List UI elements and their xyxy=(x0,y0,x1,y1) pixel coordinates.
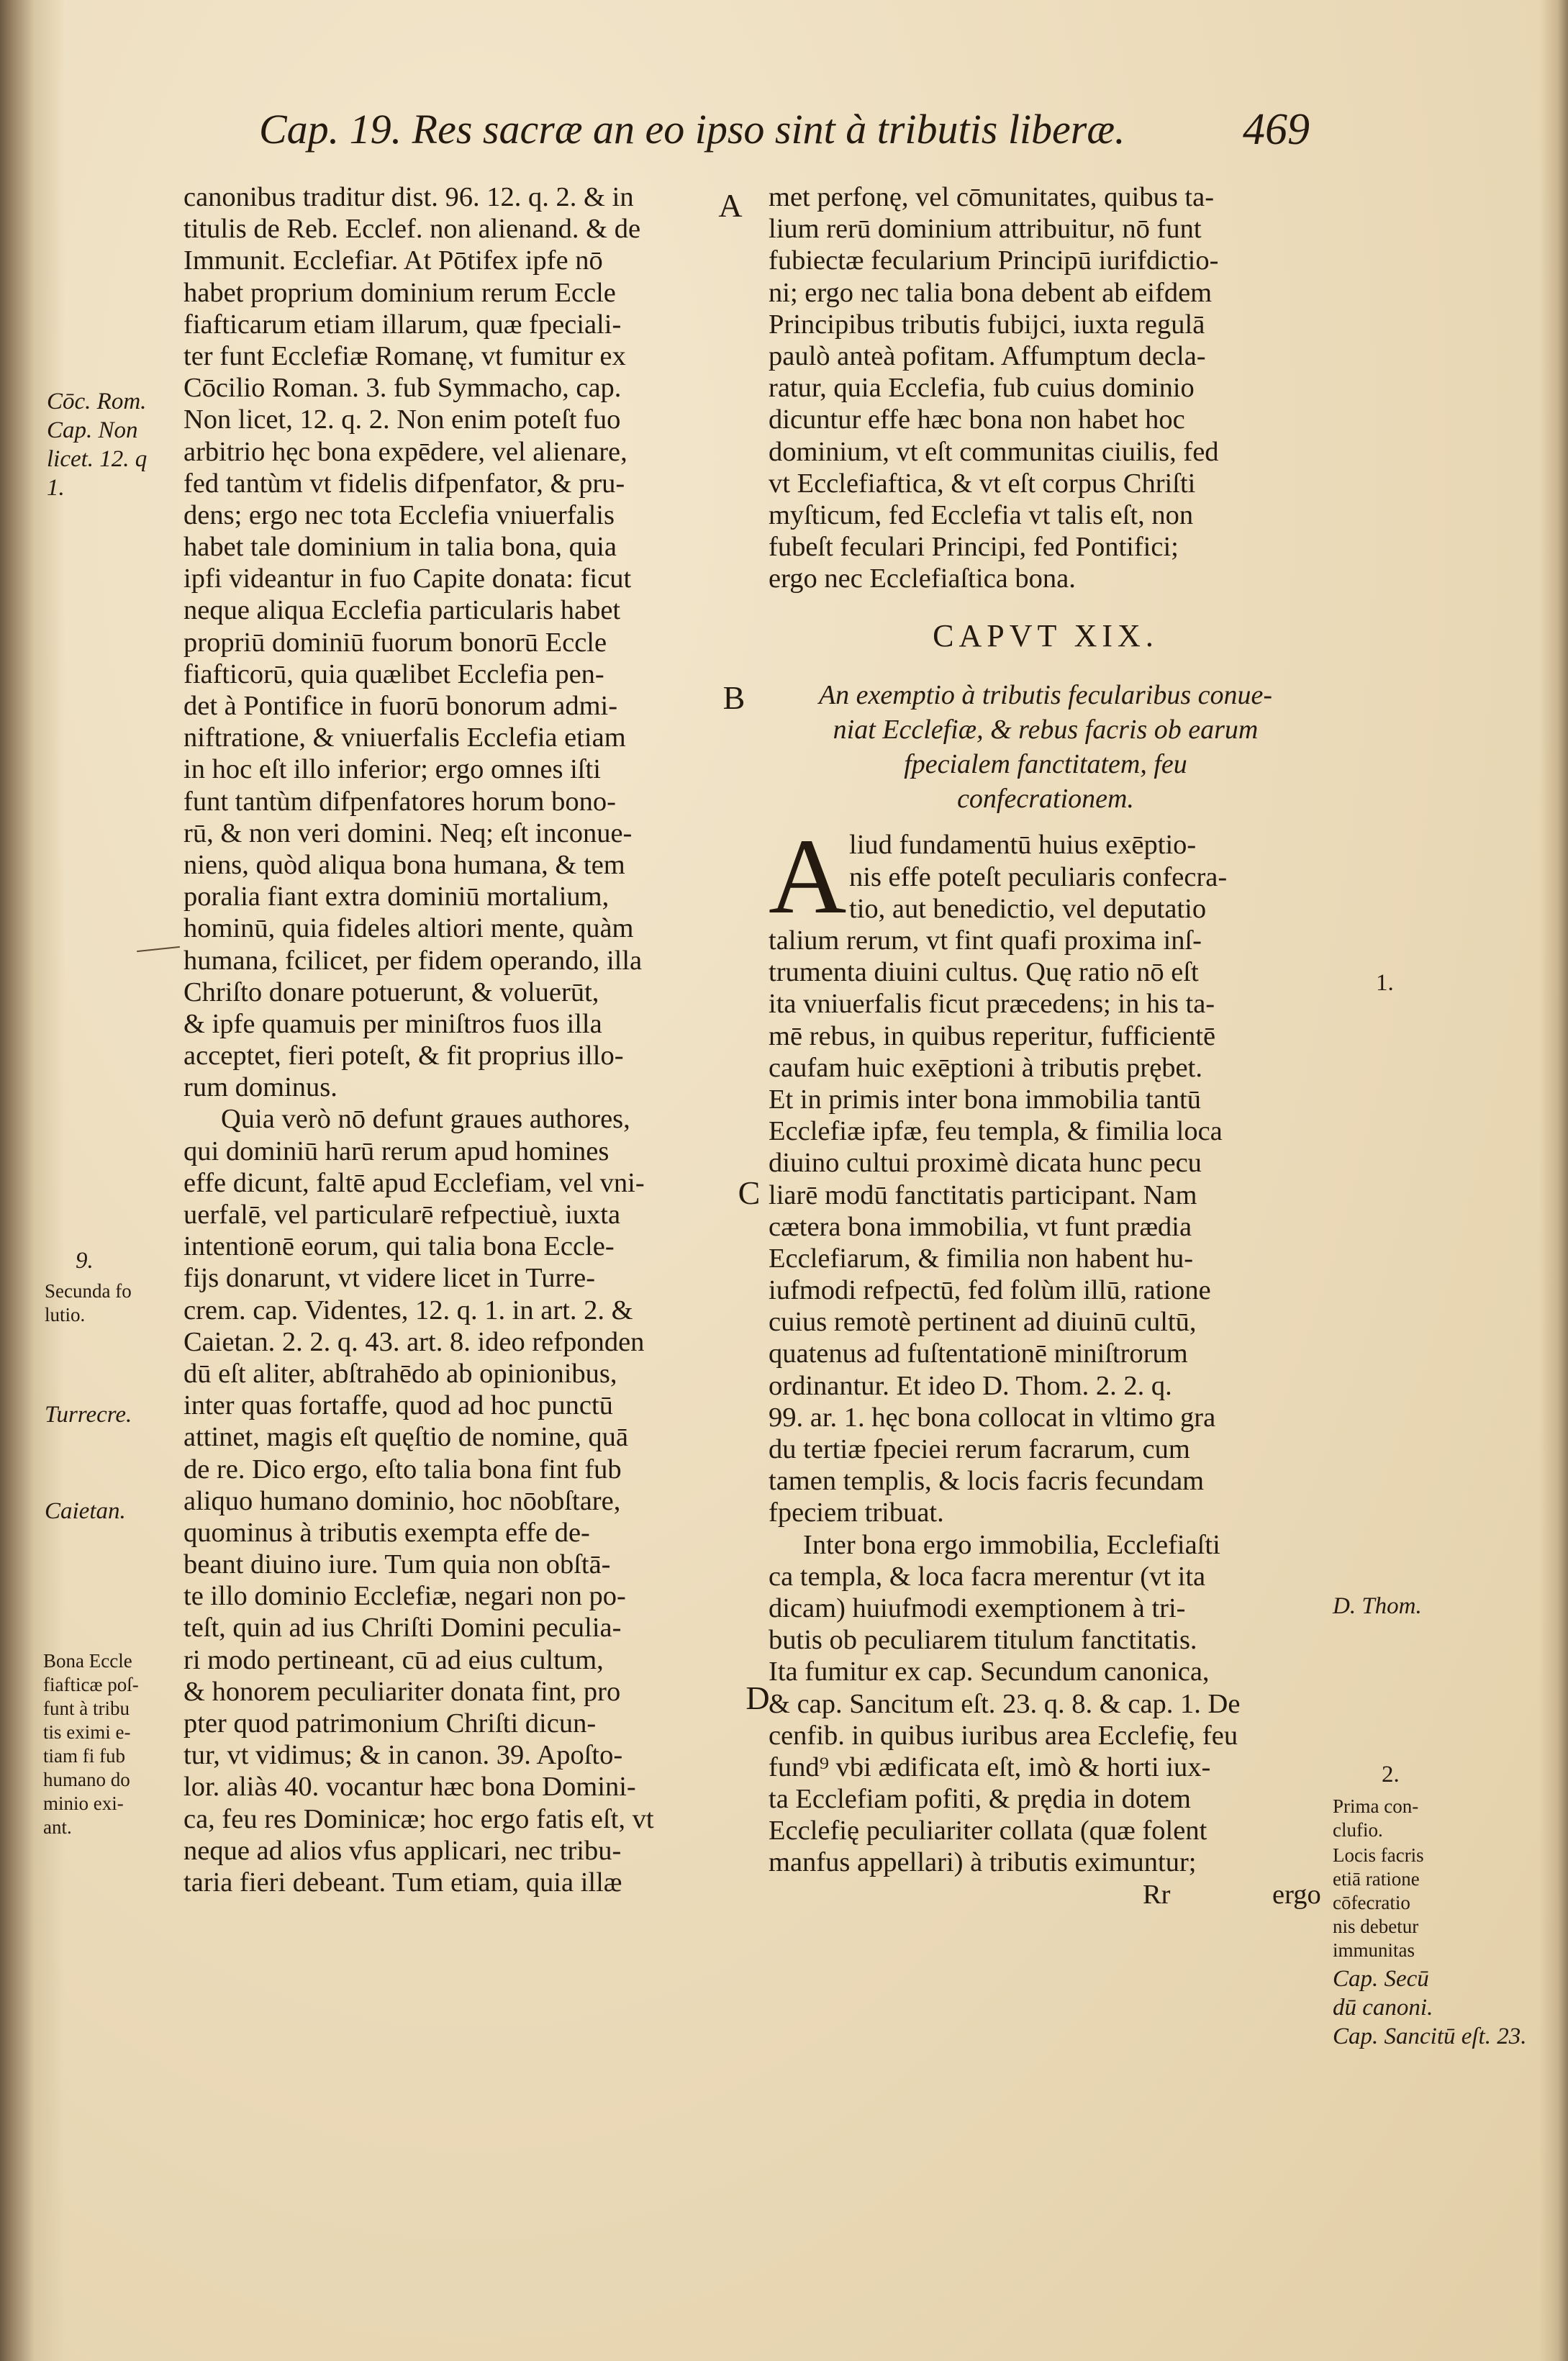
text-line: de re. Dico ergo, eſto talia bona fint fub xyxy=(183,1454,622,1485)
margin-note-number-9 xyxy=(76,1246,94,1275)
text-line: beant diuino iure. Tum quia non obſtā- xyxy=(183,1549,611,1580)
page-number: 469 xyxy=(1243,105,1310,154)
margin-note-line: fiafticæ poſ- xyxy=(43,1674,139,1695)
margin-note-line: D. Thom. xyxy=(1333,1593,1422,1619)
margin-note-concilium xyxy=(47,387,147,502)
text-line: Caietan. 2. 2. q. 43. art. 8. ideo refponden xyxy=(183,1326,645,1357)
text-line: ca, feu res Dominicæ; hoc ergo fatis eſt, vt xyxy=(183,1803,654,1834)
text-line: poralia fiant extra dominiū mortalium, xyxy=(183,882,609,912)
text-line: met perfonę, vel cōmunitates, quibus ta- xyxy=(769,182,1215,212)
chapter-subtitle-line: confecrationem. xyxy=(957,784,1134,815)
margin-note-number-1 xyxy=(1376,969,1394,997)
text-line: effe dicunt, faltē apud Ecclefiam, vel vni- xyxy=(183,1167,645,1198)
spacer xyxy=(769,816,1323,829)
text-line: rū, & non veri domini. Neq; eſt inconue- xyxy=(183,817,633,848)
text-line: trumenta diuini cultus. Quę ratio nō eſt xyxy=(769,957,1199,988)
text-line: dicam) huiufmodi exemptionem à tri- xyxy=(769,1592,1186,1623)
margin-note-line: nis debetur xyxy=(1333,1916,1419,1937)
text-line: Ita fumitur ex cap. Secundum canonica, xyxy=(769,1657,1210,1687)
text-line: te illo dominio Ecclefiæ, negari non po- xyxy=(183,1581,626,1612)
margin-note-bona-ecclesiastica xyxy=(43,1649,139,1839)
signature-line xyxy=(769,1879,1323,1911)
text-line: ter funt Ecclefiæ Romanę, vt fumitur ex xyxy=(183,340,626,371)
margin-note-line: lutio. xyxy=(45,1304,86,1325)
margin-note-line: 2. xyxy=(1382,1762,1400,1787)
chapter-subtitle-line: An exemptio à tributis fecularibus conue- xyxy=(818,680,1273,711)
margin-note-line: 1. xyxy=(1376,970,1394,996)
margin-note-line: Prima con- xyxy=(1333,1795,1419,1817)
text-line: taria fieri debeant. Tum etiam, quia illæ xyxy=(183,1867,622,1898)
text-line: dominium, vt eſt communitas ciuilis, fed xyxy=(769,436,1219,467)
text-line: Ecclefiæ ipfæ, feu templa, & fimilia loca xyxy=(769,1116,1223,1147)
text-line: liud fundamentū huius exēptio- xyxy=(849,830,1197,861)
margin-note-turrecremata xyxy=(45,1400,132,1429)
text-line: cuius remotè pertinent ad diuinū cultū, xyxy=(769,1307,1197,1338)
margin-note-prima-conclusio xyxy=(1333,1795,1418,1842)
text-line: attinet, magis eſt quęſtio de nomine, quā xyxy=(183,1422,628,1453)
text-line: teſt, quin ad ius Chriſti Domini peculia- xyxy=(183,1613,622,1644)
text-line: vt Ecclefiaftica, & vt eſt corpus Chriſti xyxy=(769,468,1196,499)
margin-note-line: 1. xyxy=(47,475,65,501)
text-line: Ecclefię peculiariter collata (quæ folent xyxy=(769,1816,1207,1846)
margin-note-cap-secundum xyxy=(1333,1965,1433,2022)
text-line: ordinantur. Et ideo D. Thom. 2. 2. q. xyxy=(769,1370,1172,1401)
text-line: hominū, quia fideles altiori mente, quàm xyxy=(183,913,634,944)
margin-note-line: Bona Eccle xyxy=(43,1650,132,1672)
text-line: intentionē eorum, qui talia bona Eccle- xyxy=(183,1231,615,1262)
text-line: Cōcilio Roman. 3. fub Symmacho, cap. xyxy=(183,373,622,404)
text-line: fubeſt feculari Principi, fed Pontifici; xyxy=(769,532,1179,563)
margin-note-line: humano do xyxy=(43,1769,130,1790)
text-line: canonibus traditur dist. 96. 12. q. 2. & in xyxy=(183,182,634,212)
text-line: paulò anteà pofitam. Affumptum decla- xyxy=(769,340,1206,371)
text-line: dū eſt aliter, abſtrahēdo ab opinionibus, xyxy=(183,1358,617,1389)
text-line: fed tantùm vt fidelis difpenfator, & pru- xyxy=(183,468,625,499)
text-line: humana, fcilicet, per fidem operando, illa xyxy=(183,945,643,976)
text-line: Non licet, 12. q. 2. Non enim poteſt fuo xyxy=(183,404,621,435)
margin-note-line: dū canoni. xyxy=(1333,1995,1433,2021)
text-line: ta Ecclefiam pofiti, & prędia in dotem xyxy=(769,1784,1191,1815)
margin-note-number-2 xyxy=(1382,1760,1400,1789)
text-line: habet tale dominium in talia bona, quia xyxy=(183,532,617,563)
text-line: du tertiæ fpeciei rerum facrarum, cum xyxy=(769,1434,1190,1464)
text-line: fiafticarum etiam illarum, quæ fpeciali- xyxy=(183,309,622,340)
text-line: niens, quòd aliqua bona humana, & tem xyxy=(183,849,625,880)
text-line: neque ad alios vfus applicari, nec tribu- xyxy=(183,1835,622,1866)
text-line: inter quas fortaffe, quod ad hoc punctū xyxy=(183,1390,613,1421)
paragraph-start-line: Inter bona ergo immobilia, Ecclefiaſti xyxy=(803,1529,1220,1560)
text-line: liarē modū fanctitatis participant. Nam xyxy=(769,1179,1197,1210)
paragraph-start-line: Quia verò nō defunt graues authores, xyxy=(221,1104,630,1135)
margin-note-locis-sacris xyxy=(1333,1844,1424,1962)
text-line: cenfib. in quibus iuribus area Ecclefię, feu xyxy=(769,1720,1238,1751)
margin-note-line: etiā ratione xyxy=(1333,1868,1420,1890)
text-line: propriū dominiū fuorum bonorū Eccle xyxy=(183,627,607,658)
margin-note-line: Secunda fo xyxy=(45,1280,132,1302)
text-line: myſticum, fed Ecclefia vt talis eſt, non xyxy=(769,499,1194,530)
section-letter-d: D xyxy=(746,1680,770,1716)
margin-note-line: 9. xyxy=(76,1248,94,1274)
section-letter-c: C xyxy=(738,1174,761,1211)
text-line: Ecclefiarum, & fimilia non habent hu- xyxy=(769,1243,1194,1274)
text-line: ri modo pertineant, cū ad eius cultum, xyxy=(183,1644,604,1675)
text-line: quatenus ad fuſtentationē miniſtrorum xyxy=(769,1338,1188,1369)
text-line: iufmodi refpectū, fed folùm illū, ratione xyxy=(769,1275,1211,1306)
margin-note-d-thomas xyxy=(1333,1592,1422,1621)
text-line: rum dominus. xyxy=(183,1072,337,1103)
text-line: & cap. Sancitum eſt. 23. q. 8. & cap. 1. De xyxy=(769,1688,1241,1719)
margin-note-cap-sancitum xyxy=(1333,2022,1526,2051)
text-line: arbitrio hęc bona expēdere, vel alienare, xyxy=(183,436,627,467)
section-letter-a: A xyxy=(718,187,743,224)
margin-note-line: Caietan. xyxy=(45,1498,126,1524)
text-line: manfus appellari) à tributis eximuntur; xyxy=(769,1847,1197,1878)
text-line: nis effe poteſt peculiaris confecra- xyxy=(849,861,1228,892)
margin-note-secunda-solutio xyxy=(45,1279,132,1327)
signature-mark: Rr xyxy=(1143,1879,1171,1910)
left-text-column xyxy=(183,181,741,1898)
margin-note-line: Cap. Non xyxy=(47,417,138,443)
text-line: quominus à tributis exempta effe de- xyxy=(183,1517,590,1548)
chapter-subtitle-line: niat Ecclefiæ, & rebus facris ob earum xyxy=(833,715,1259,746)
text-line: diuino cultui proximè dicata hunc pecu xyxy=(769,1148,1202,1179)
ink-stroke xyxy=(137,946,180,952)
text-line: habet proprium dominium rerum Eccle xyxy=(183,277,616,308)
text-line: tio, aut benedictio, vel deputatio xyxy=(849,893,1207,924)
margin-note-line: minio exi- xyxy=(43,1793,124,1814)
section-letter-b: B xyxy=(722,679,746,716)
right-text-column xyxy=(769,181,1323,1911)
margin-note-line: licet. 12. q xyxy=(47,446,148,472)
text-line: tur, vt vidimus; & in canon. 39. Apoſto- xyxy=(183,1740,623,1771)
text-line: fiafticorū, quia quælibet Ecclefia pen- xyxy=(183,658,604,689)
text-line: uerfalē, vel particularē refpectiuè, iuxta xyxy=(183,1200,621,1230)
text-line: butis ob peculiarem titulum fanctitatis. xyxy=(769,1625,1197,1656)
text-line: 99. ar. 1. hęc bona collocat in vltimo gra xyxy=(769,1402,1216,1433)
text-line: neque aliqua Ecclefia particularis habet xyxy=(183,595,621,626)
text-line: Immunit. Ecclefiar. At Pōtifex ipfe nō xyxy=(183,245,603,276)
text-line: Et in primis inter bona immobilia tantū xyxy=(769,1084,1201,1115)
margin-note-caietan xyxy=(45,1497,126,1526)
text-line: ergo nec Ecclefiaſtica bona. xyxy=(769,563,1076,594)
text-line: fpeciem tribuat. xyxy=(769,1497,944,1528)
text-line: Chriſto donare potuerunt, & voluerūt, xyxy=(183,976,599,1007)
margin-note-line: tiam fi fub xyxy=(43,1745,125,1767)
text-line: qui dominiū harū rerum apud homines xyxy=(183,1136,609,1166)
text-line: ratur, quia Ecclefia, fub cuius dominio xyxy=(769,373,1195,404)
text-line: & honorem peculiariter donata fint, pro xyxy=(183,1676,621,1707)
text-line: tamen templis, & locis facris fecundam xyxy=(769,1466,1205,1497)
text-line: fund⁹ vbi ædificata eſt, imò & horti iux- xyxy=(769,1752,1211,1782)
text-line: dicuntur effe hæc bona non habet hoc xyxy=(769,404,1185,435)
text-line: titulis de Reb. Ecclef. non alienand. & de xyxy=(183,214,641,245)
text-line: pter quod patrimonium Chriſti dicun- xyxy=(183,1708,597,1739)
margin-note-line: immunitas xyxy=(1333,1939,1415,1961)
text-line: ita vniuerfalis ficut præcedens; in his ta- xyxy=(769,989,1215,1020)
spacer xyxy=(769,665,1323,678)
margin-note-line: tis eximi e- xyxy=(43,1721,131,1743)
margin-note-line: clufio. xyxy=(1333,1819,1383,1841)
text-line: fubiectæ fecularium Principū iurifdictio- xyxy=(769,245,1219,276)
margin-note-line: ant. xyxy=(43,1816,72,1838)
chapter-first-paragraph xyxy=(769,817,1323,1528)
margin-note-line: Turrecre. xyxy=(45,1402,132,1428)
text-line: lor. aliàs 40. vocantur hæc bona Domini- xyxy=(183,1772,636,1803)
text-line: ca templa, & loca facra merentur (vt ita xyxy=(769,1561,1206,1592)
text-line: fijs donarunt, vt videre licet in Turre- xyxy=(183,1263,596,1294)
text-line: niftratione, & vniuerfalis Ecclefia etiam xyxy=(183,722,626,753)
text-line: in hoc eſt illo inferior; ergo omnes iſti xyxy=(183,754,601,785)
text-line: crem. cap. Videntes, 12. q. 1. in art. 2. & xyxy=(183,1295,633,1325)
text-line: talium rerum, vt fint quafi proxima inſ- xyxy=(769,925,1202,956)
text-line: dens; ergo nec tota Ecclefia vniuerfalis xyxy=(183,499,615,530)
text-line: ni; ergo nec talia bona debent ab eifdem xyxy=(769,277,1213,308)
text-line: funt tantùm difpenfatores horum bono- xyxy=(183,786,616,817)
margin-note-line: Cap. Sancitū eſt. 23. xyxy=(1333,2024,1527,2049)
spacer xyxy=(769,594,1323,607)
margin-note-line: cōfecratio xyxy=(1333,1892,1410,1913)
text-line: Principibus tributis fubijci, iuxta regulā xyxy=(769,309,1205,340)
text-line: cætera bona immobilia, vt funt prædia xyxy=(769,1211,1192,1242)
drop-cap: A xyxy=(769,817,847,937)
text-line: lium rerū dominium attribuitur, nō funt xyxy=(769,214,1202,245)
margin-note-line: funt à tribu xyxy=(43,1698,130,1719)
text-line: det à Pontifice in fuorū bonorum admi- xyxy=(183,691,618,721)
text-line: mē rebus, in quibus reperitur, fufficientē xyxy=(769,1020,1216,1051)
text-line: & ipfe quamuis per miniſtros fuos illa xyxy=(183,1008,602,1039)
running-title: Cap. 19. Res sacræ an eo ipso sint à tributis liberæ. xyxy=(259,106,1125,153)
margin-note-line: Cap. Secū xyxy=(1333,1966,1429,1992)
text-line: aliquo humano dominio, hoc nōobſtare, xyxy=(183,1485,621,1516)
margin-note-line: Locis facris xyxy=(1333,1844,1424,1866)
catchword: ergo xyxy=(1272,1879,1321,1910)
margin-note-line: Cōc. Rom. xyxy=(47,389,147,414)
text-line: caufam huic exēptioni à tributis prębet. xyxy=(769,1052,1202,1083)
chapter-title: CAPVT XIX. xyxy=(933,618,1159,654)
text-line: acceptet, fieri poteſt, & fit proprius illo- xyxy=(183,1041,624,1071)
chapter-subtitle-line: fpecialem fanctitatem, feu xyxy=(904,749,1187,780)
text-line: ipfi videantur in fuo Capite donata: ficut xyxy=(183,563,632,594)
